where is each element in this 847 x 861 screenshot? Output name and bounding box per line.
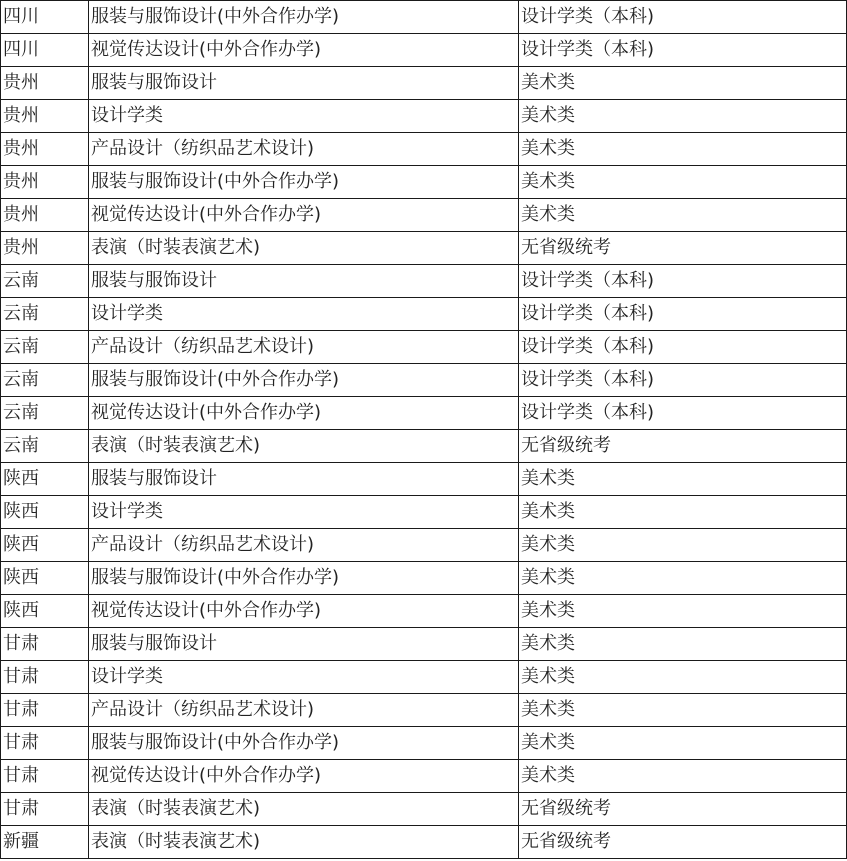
major-cell: 服装与服饰设计(中外合作办学) xyxy=(89,364,519,397)
table-row xyxy=(1,760,847,793)
exam-category-cell: 设计学类（本科) xyxy=(519,298,847,331)
major-cell: 服装与服饰设计 xyxy=(89,628,519,661)
exam-category-cell: 美术类 xyxy=(519,628,847,661)
exam-category-cell: 美术类 xyxy=(519,100,847,133)
exam-category-cell: 设计学类（本科) xyxy=(519,265,847,298)
exam-category-cell: 设计学类（本科) xyxy=(519,34,847,67)
province-cell: 贵州 xyxy=(1,232,89,265)
table-row xyxy=(1,67,847,100)
exam-category-cell: 美术类 xyxy=(519,166,847,199)
province-cell: 甘肃 xyxy=(1,694,89,727)
province-cell: 云南 xyxy=(1,298,89,331)
major-cell: 产品设计（纺织品艺术设计) xyxy=(89,331,519,364)
table-row xyxy=(1,397,847,430)
province-cell: 贵州 xyxy=(1,100,89,133)
province-cell: 贵州 xyxy=(1,166,89,199)
major-cell: 服装与服饰设计 xyxy=(89,265,519,298)
table-row xyxy=(1,100,847,133)
table-row xyxy=(1,199,847,232)
table-row xyxy=(1,496,847,529)
table-row xyxy=(1,661,847,694)
exam-category-cell: 无省级统考 xyxy=(519,430,847,463)
exam-category-cell: 设计学类（本科) xyxy=(519,1,847,34)
exam-category-cell: 美术类 xyxy=(519,760,847,793)
table-row xyxy=(1,430,847,463)
province-cell: 四川 xyxy=(1,1,89,34)
major-cell: 产品设计（纺织品艺术设计) xyxy=(89,694,519,727)
table-row xyxy=(1,166,847,199)
major-cell: 视觉传达设计(中外合作办学) xyxy=(89,760,519,793)
province-cell: 云南 xyxy=(1,364,89,397)
province-cell: 贵州 xyxy=(1,199,89,232)
exam-category-cell: 美术类 xyxy=(519,661,847,694)
major-cell: 表演（时装表演艺术) xyxy=(89,232,519,265)
exam-category-cell: 美术类 xyxy=(519,694,847,727)
table-row xyxy=(1,694,847,727)
major-cell: 设计学类 xyxy=(89,496,519,529)
major-cell: 表演（时装表演艺术) xyxy=(89,430,519,463)
table-row xyxy=(1,727,847,760)
exam-category-cell: 无省级统考 xyxy=(519,232,847,265)
province-cell: 陕西 xyxy=(1,463,89,496)
table-row xyxy=(1,364,847,397)
major-cell: 设计学类 xyxy=(89,100,519,133)
table-row xyxy=(1,232,847,265)
table-row xyxy=(1,529,847,562)
exam-category-cell: 美术类 xyxy=(519,67,847,100)
exam-category-cell: 美术类 xyxy=(519,133,847,166)
major-cell: 服装与服饰设计 xyxy=(89,463,519,496)
exam-category-cell: 美术类 xyxy=(519,199,847,232)
table-row xyxy=(1,463,847,496)
major-cell: 服装与服饰设计(中外合作办学) xyxy=(89,1,519,34)
major-cell: 视觉传达设计(中外合作办学) xyxy=(89,199,519,232)
table-row xyxy=(1,265,847,298)
province-cell: 陕西 xyxy=(1,529,89,562)
exam-category-cell: 无省级统考 xyxy=(519,826,847,859)
province-cell: 四川 xyxy=(1,34,89,67)
exam-category-cell: 设计学类（本科) xyxy=(519,397,847,430)
table-row xyxy=(1,133,847,166)
province-cell: 陕西 xyxy=(1,595,89,628)
table-row xyxy=(1,1,847,34)
table-row xyxy=(1,826,847,859)
table-row xyxy=(1,331,847,364)
province-cell: 甘肃 xyxy=(1,661,89,694)
major-cell: 服装与服饰设计(中外合作办学) xyxy=(89,166,519,199)
province-cell: 陕西 xyxy=(1,562,89,595)
province-cell: 贵州 xyxy=(1,67,89,100)
table-row xyxy=(1,628,847,661)
province-cell: 云南 xyxy=(1,397,89,430)
major-cell: 视觉传达设计(中外合作办学) xyxy=(89,595,519,628)
exam-category-cell: 美术类 xyxy=(519,529,847,562)
major-cell: 设计学类 xyxy=(89,661,519,694)
province-cell: 陕西 xyxy=(1,496,89,529)
exam-category-cell: 美术类 xyxy=(519,595,847,628)
exam-category-cell: 美术类 xyxy=(519,562,847,595)
province-cell: 甘肃 xyxy=(1,628,89,661)
major-cell: 服装与服饰设计(中外合作办学) xyxy=(89,727,519,760)
table-body xyxy=(1,1,847,859)
major-cell: 视觉传达设计(中外合作办学) xyxy=(89,397,519,430)
major-cell: 设计学类 xyxy=(89,298,519,331)
province-cell: 新疆 xyxy=(1,826,89,859)
province-cell: 云南 xyxy=(1,331,89,364)
table-row xyxy=(1,595,847,628)
table-row xyxy=(1,298,847,331)
major-cell: 服装与服饰设计(中外合作办学) xyxy=(89,562,519,595)
exam-category-cell: 设计学类（本科) xyxy=(519,364,847,397)
province-cell: 甘肃 xyxy=(1,760,89,793)
major-cell: 服装与服饰设计 xyxy=(89,67,519,100)
table-row xyxy=(1,793,847,826)
exam-category-cell: 无省级统考 xyxy=(519,793,847,826)
major-cell: 产品设计（纺织品艺术设计) xyxy=(89,529,519,562)
province-cell: 云南 xyxy=(1,430,89,463)
major-cell: 表演（时装表演艺术) xyxy=(89,793,519,826)
exam-category-cell: 美术类 xyxy=(519,496,847,529)
major-cell: 产品设计（纺织品艺术设计) xyxy=(89,133,519,166)
exam-category-cell: 美术类 xyxy=(519,727,847,760)
table-row xyxy=(1,34,847,67)
exam-category-cell: 设计学类（本科) xyxy=(519,331,847,364)
major-cell: 视觉传达设计(中外合作办学) xyxy=(89,34,519,67)
province-cell: 甘肃 xyxy=(1,793,89,826)
province-cell: 甘肃 xyxy=(1,727,89,760)
province-cell: 云南 xyxy=(1,265,89,298)
major-cell: 表演（时装表演艺术) xyxy=(89,826,519,859)
exam-category-cell: 美术类 xyxy=(519,463,847,496)
province-cell: 贵州 xyxy=(1,133,89,166)
table-row xyxy=(1,562,847,595)
